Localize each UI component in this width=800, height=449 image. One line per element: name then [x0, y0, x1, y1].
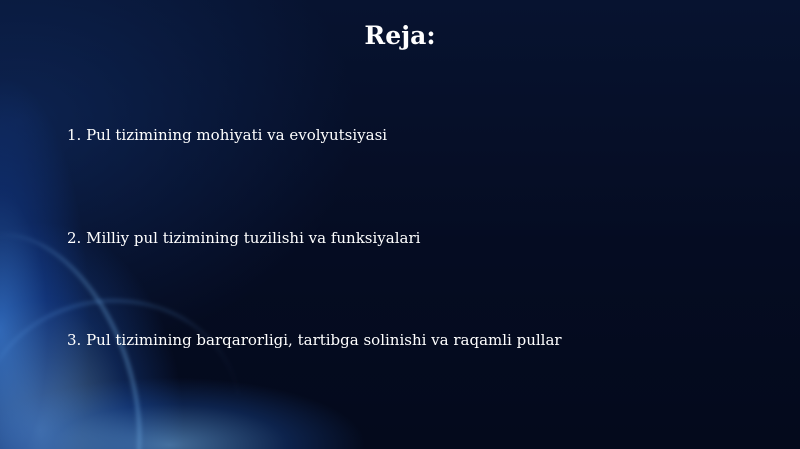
light-streak-decoration	[0, 283, 255, 449]
plan-item-3: 3. Pul tizimining barqarorligi, tartibga solinishi va raqamli pullar	[67, 331, 562, 349]
plan-item-1: 1. Pul tizimining mohiyati va evolyutsiyasi	[67, 126, 388, 144]
plan-item-2: 2. Milliy pul tizimining tuzilishi va funksiyalari	[67, 229, 421, 247]
slide-title: Reja:	[364, 21, 436, 50]
